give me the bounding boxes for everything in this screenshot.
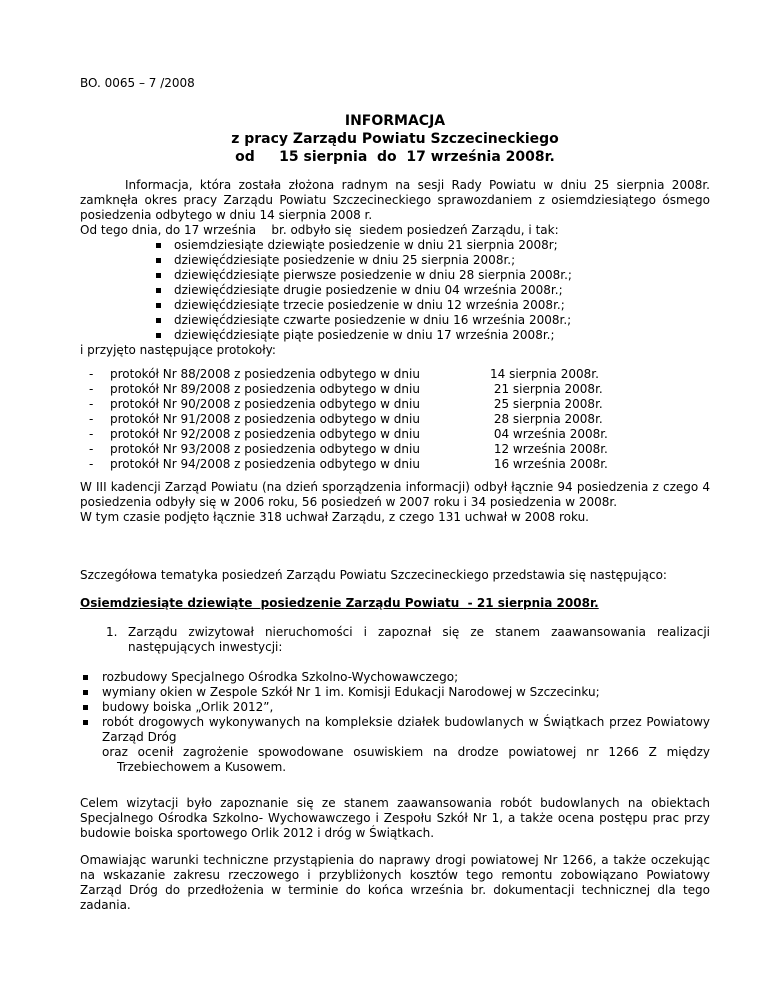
item-number: 1. <box>106 625 118 639</box>
intro-line: Od tego dnia, do 17 września br. odbyło się siedem posiedzeń Zarządu, i tak: <box>80 223 559 237</box>
square-bullet-icon <box>156 333 161 338</box>
list-item: budowy boiska „Orlik 2012”, <box>80 700 710 715</box>
square-bullet-icon <box>83 705 88 710</box>
list-item: dziewięćdziesiąte czwarte posiedzenie w dniu 16 września 2008r.; <box>80 313 710 328</box>
summary-resolutions: W tym czasie podjęto łącznie 318 uchwał Zarządu, z czego 131 uchwał w 2008 roku. <box>80 510 589 524</box>
reference-number: BO. 0065 – 7 /2008 <box>80 76 195 90</box>
intro-paragraph: Informacja, która została złożona radnym na sesji Rady Powiatu w dniu 25 sierpnia 2008r. zamknęła okres pracy Zarządu Powiatu Szczecineckiego sprawozdaniem z osiemdziesiątego ósmego posiedzenia odbytego w dniu 14 sierpnia 2008 r. <box>80 178 710 222</box>
details-intro: Szczegółowa tematyka posiedzeń Zarządu Powiatu Szczecineckiego przedstawia się następująco: <box>80 568 667 582</box>
summary-paragraph: W III kadencji Zarząd Powiatu (na dzień sporządzenia informacji) odbył łącznie 94 posiedzenia z czego 4 posiedzenia odbyły się w 2006 roku, 56 posiedzeń w 2007 roku i 34 posiedzenia w 2008r. <box>80 480 710 509</box>
item-tail: oraz ocenił zagrożenie spowodowane osuwiskiem na drodze powiatowej nr 1266 Z między Trzebiechowem a Kusowem. <box>102 745 710 774</box>
title-line-3: od 15 sierpnia do 17 września 2008r. <box>235 149 555 165</box>
list-item: dziewięćdziesiąte pierwsze posiedzenie w dniu 28 sierpnia 2008r.; <box>80 268 710 283</box>
protocols-intro: i przyjęto następujące protokoły: <box>80 343 276 357</box>
investments-list <box>80 670 710 745</box>
list-item: dziewięćdziesiąte trzecie posiedzenie w dniu 12 września 2008r.; <box>80 298 710 313</box>
square-bullet-icon <box>156 273 161 278</box>
list-item: dziewięćdziesiąte drugie posiedzenie w dniu 04 września 2008r.; <box>80 283 710 298</box>
list-item: robót drogowych wykonywanych na kompleksie działek budowlanych w Świątkach przez Powiatowy Zarząd Dróg <box>80 715 710 745</box>
list-item: rozbudowy Specjalnego Ośrodka Szkolno-Wychowawczego; <box>80 670 710 685</box>
square-bullet-icon <box>156 318 161 323</box>
list-item: osiemdziesiąte dziewiąte posiedzenie w dniu 21 sierpnia 2008r; <box>80 238 710 253</box>
square-bullet-icon <box>83 675 88 680</box>
list-item: dziewięćdziesiąte piąte posiedzenie w dniu 17 września 2008r.; <box>80 328 710 343</box>
list-item: dziewięćdziesiąte posiedzenie w dniu 25 sierpnia 2008r.; <box>80 253 710 268</box>
road-paragraph: Omawiając warunki techniczne przystąpienia do naprawy drogi powiatowej Nr 1266, a także oczekując na wskazanie zakresu rzeczowego i przybliżonych kosztów tego remontu zobowiązano Powiatowy Zarząd Dróg do przedłożenia w terminie do końca września br. dokumentacji technicznej dla tego zadania. <box>80 853 710 912</box>
item-text: Zarządu zwizytował nieruchomości i zapoznał się ze stanem zaawansowania realizacji następujących inwestycji: <box>128 625 710 654</box>
square-bullet-icon <box>83 690 88 695</box>
square-bullet-icon <box>156 288 161 293</box>
meetings-list <box>80 238 710 343</box>
square-bullet-icon <box>156 243 161 248</box>
square-bullet-icon <box>156 258 161 263</box>
title-line-2: z pracy Zarządu Powiatu Szczecineckiego <box>231 131 559 147</box>
square-bullet-icon <box>156 303 161 308</box>
section-heading: Osiemdziesiąte dziewiąte posiedzenie Zarządu Powiatu - 21 sierpnia 2008r. <box>80 596 599 610</box>
goal-paragraph: Celem wizytacji było zapoznanie się ze stanem zaawansowania robót budowlanych na obiektach Specjalnego Ośrodka Szkolno- Wychowawczego i Zespołu Szkół Nr 1, a także ocena postępu prac przy budowie boiska sportowego Orlik 2012 i dróg w Świątkach. <box>80 796 710 840</box>
list-item: wymiany okien w Zespole Szkół Nr 1 im. Komisji Edukacji Narodowej w Szczecinku; <box>80 685 710 700</box>
document-title <box>80 112 710 166</box>
square-bullet-icon <box>83 720 88 725</box>
numbered-item <box>106 625 710 655</box>
title-line-1: INFORMACJA <box>344 113 446 129</box>
